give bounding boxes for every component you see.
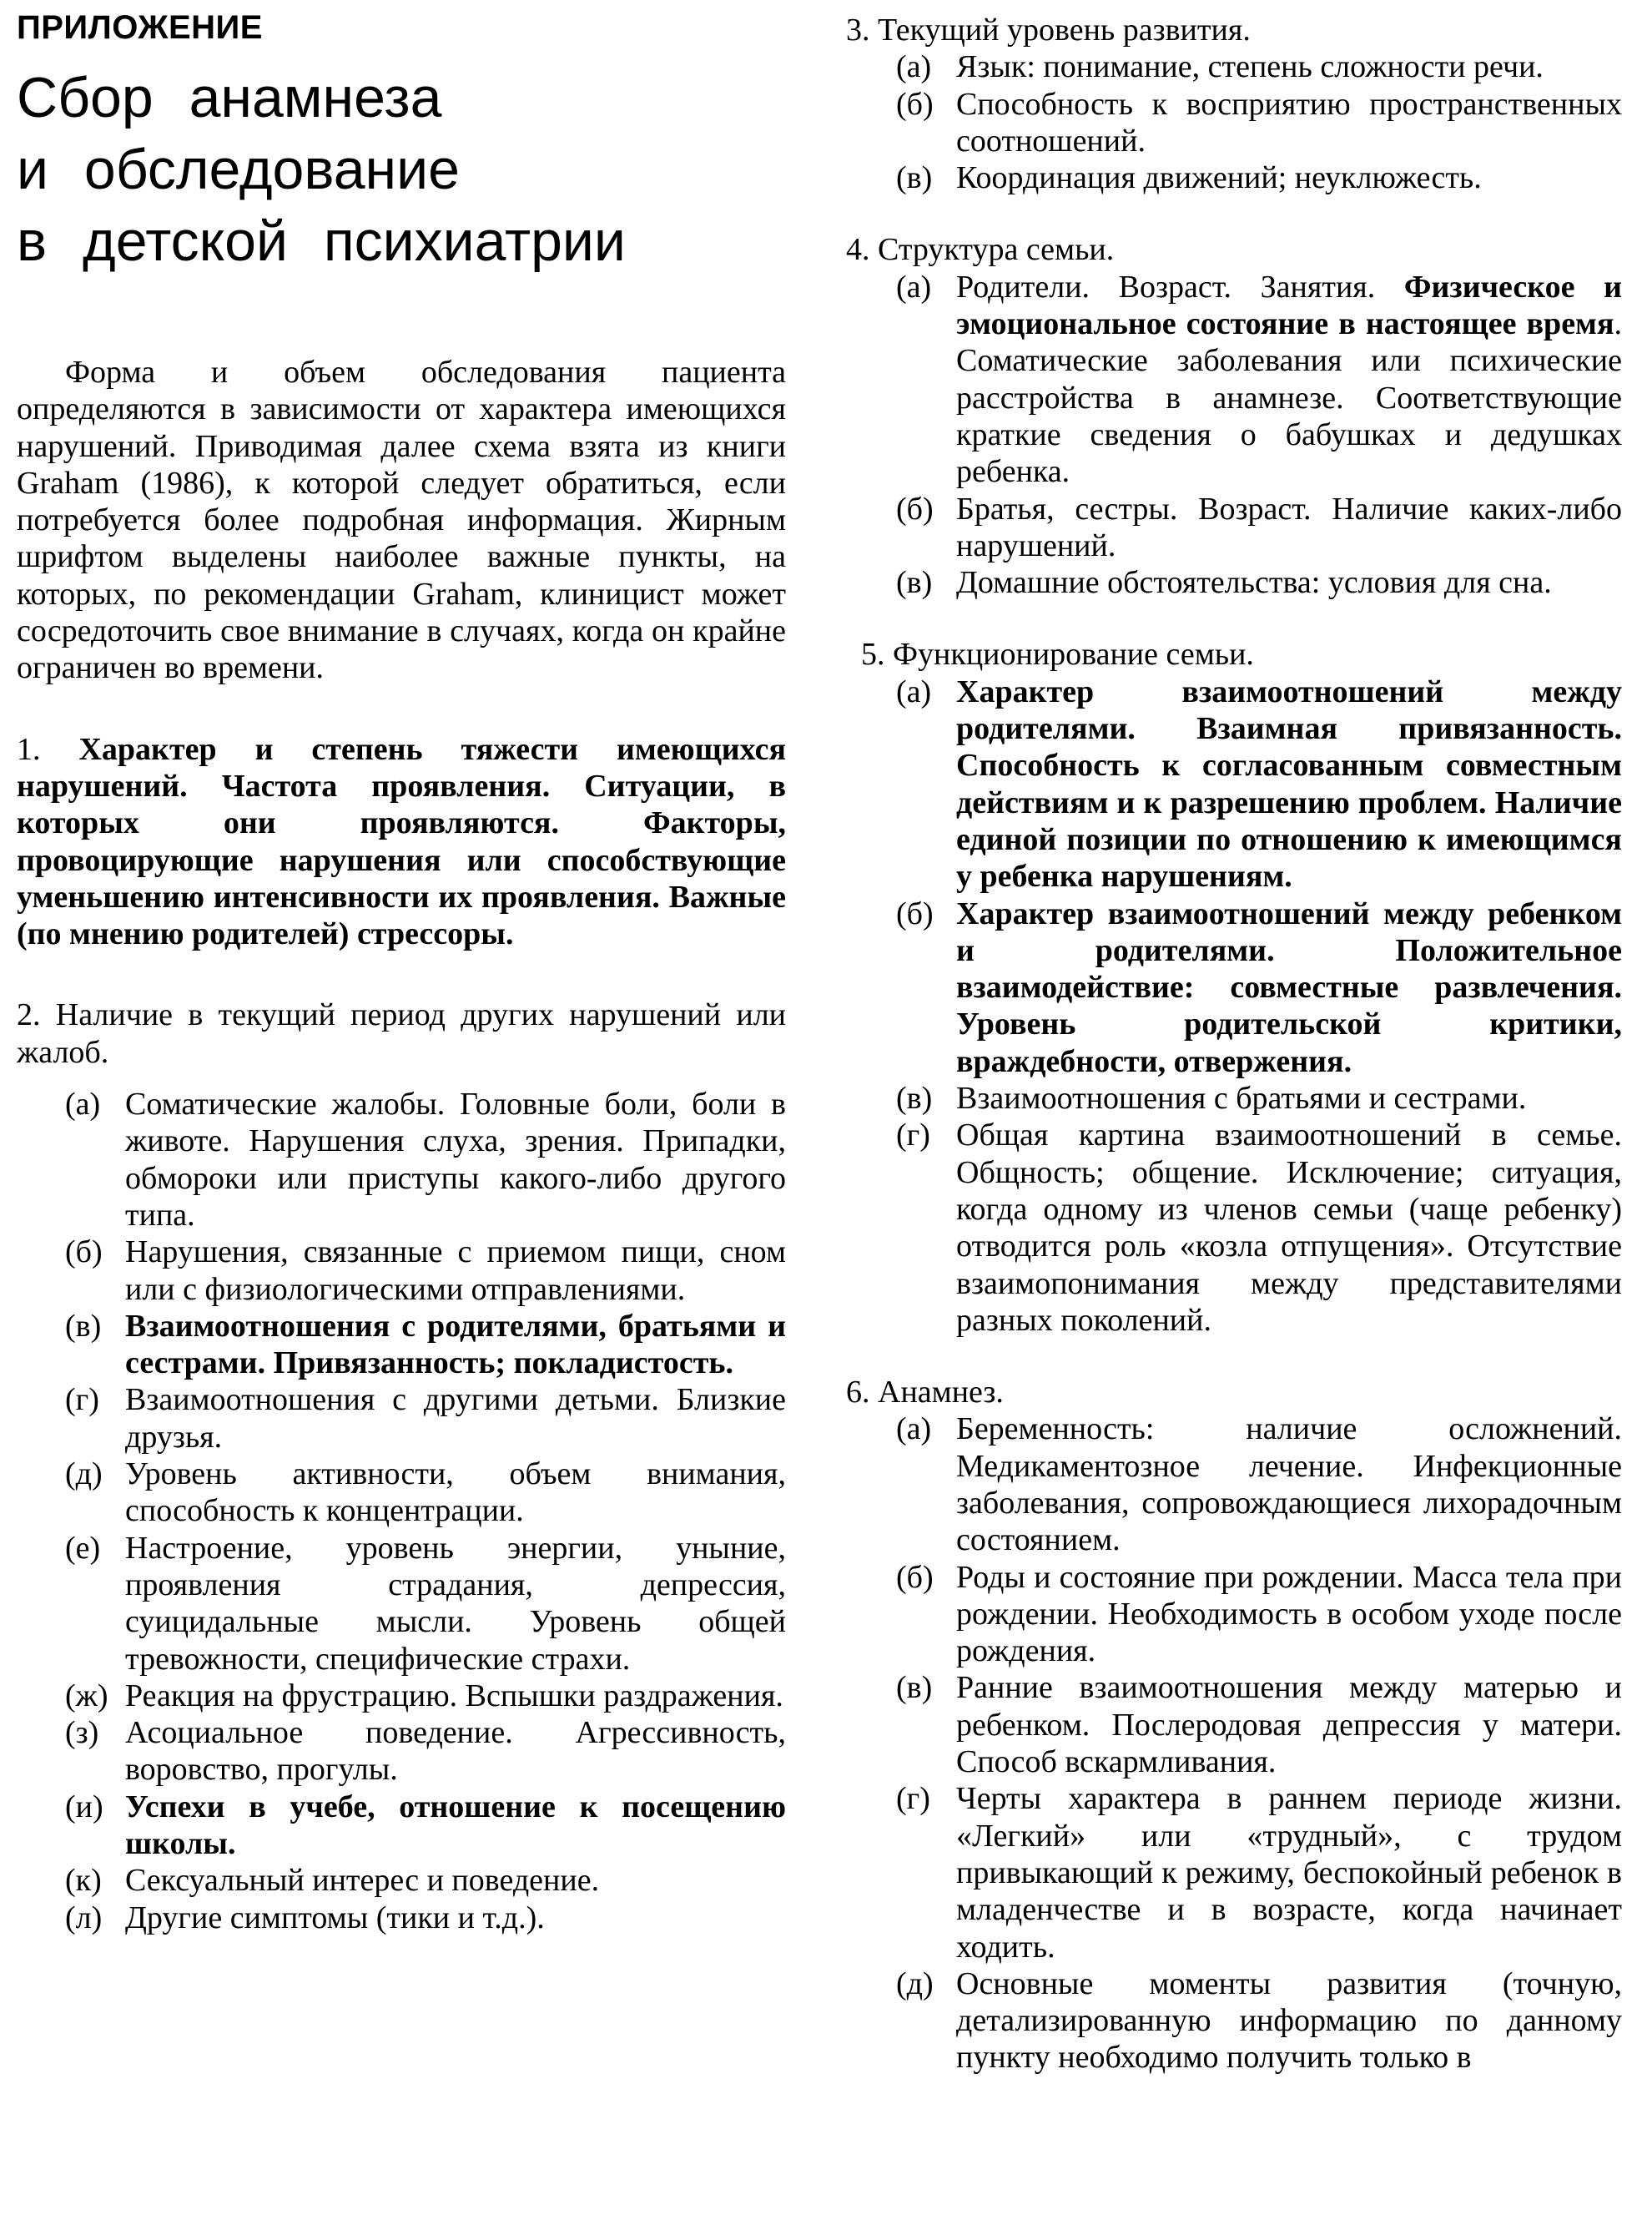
item-text: Соматические жалобы. Головные боли, боли в животе. Нарушения слуха, зрения. Припадки, обмороки или приступы какого-либо другого типа. xyxy=(125,1087,786,1233)
item-text-bold: Физическое и эмоциональное состояние в настоящее время xyxy=(956,269,1622,342)
section-6-heading: 6. Анамнез. xyxy=(846,1375,1004,1410)
section-4-heading: 4. Структура семьи. xyxy=(846,232,1115,268)
item-marker: (б) xyxy=(896,896,934,931)
list-item xyxy=(17,1678,786,1714)
item-marker: (в) xyxy=(896,1081,933,1117)
item-text: Характер взаимоотношений между ребенком и родителями. Положительное взаимодействие: совместные развлечения. Уровень родительской критики, враждебности, отвержения. xyxy=(956,896,1622,1079)
item-text: Роды и состояние при рождении. Масса тела при рождении. Необходимость в особом уходе после рождения. xyxy=(956,1559,1622,1669)
item-marker: (к) xyxy=(65,1863,102,1899)
list-item xyxy=(843,86,1622,160)
item-text: Асоциальное поведение. Агрессивность, воровство, прогулы. xyxy=(125,1715,786,1788)
title-line: Сбор анамнеза xyxy=(17,66,442,129)
section-1 xyxy=(17,731,786,953)
item-text: Уровень активности, объем внимания, способность к концентрации. xyxy=(125,1456,786,1529)
list-item xyxy=(17,1086,786,1234)
item-marker: (в) xyxy=(65,1308,102,1344)
item-marker: (а) xyxy=(896,269,932,305)
item-text: Родители. Возраст. Занятия. xyxy=(956,269,1404,305)
item-text: Сексуальный интерес и поведение. xyxy=(125,1863,600,1899)
list-item xyxy=(843,159,1622,196)
list-item xyxy=(17,1900,786,1936)
appendix-label: ПРИЛОЖЕНИЕ xyxy=(17,9,263,46)
item-text: Другие симптомы (тики и т.д.). xyxy=(125,1900,545,1935)
item-marker: (в) xyxy=(896,160,933,196)
title-line: и обследование xyxy=(17,138,460,201)
item-text: Взаимоотношения с родителями, братьями и сестрами. Привязанность; покладистость. xyxy=(125,1308,786,1381)
item-marker: (б) xyxy=(896,491,934,527)
item-marker: (л) xyxy=(65,1900,103,1935)
list-item xyxy=(17,1234,786,1308)
item-text: . Соматические заболевания или психические расстройства в анамнезе. Соответствующие краткие сведения о бабушках и дедушках ребенка. xyxy=(956,306,1622,490)
item-text: Братья, сестры. Возраст. Наличие каких-либо нарушений. xyxy=(956,491,1622,563)
list-item xyxy=(17,1456,786,1530)
item-text: Способность к восприятию пространственных соотношений. xyxy=(956,86,1622,159)
item-marker: (б) xyxy=(65,1234,103,1270)
section-4-list xyxy=(843,269,1622,602)
item-marker: (з) xyxy=(65,1715,99,1751)
item-marker: (е) xyxy=(65,1530,101,1566)
item-text: Координация движений; неуклюжесть. xyxy=(956,160,1482,196)
section-2-list xyxy=(17,1086,786,1936)
section-3-list xyxy=(843,48,1622,196)
item-marker: (г) xyxy=(65,1382,99,1418)
list-item xyxy=(17,1862,786,1899)
item-text: Беременность: наличие осложнений. Медикаментозное лечение. Инфекционные заболевания, сопровождающиеся лихорадочным состоянием. xyxy=(956,1411,1622,1558)
item-text: Язык: понимание, степень сложности речи. xyxy=(956,49,1544,85)
list-item xyxy=(17,1789,786,1863)
intro-paragraph: Форма и объем обследования пациента определяются в зависимости от характера имеющихся нарушений. Приводимая далее схема взята из книги Graham (1986), к которой следует обратиться, если потребуется более подробная информация. Жирным шрифтом выделены наиболее важные пункты, на которых, по рекомендации Graham, клиницист может сосредоточить свое внимание в случаях, когда он крайне ограничен во времени. xyxy=(17,355,786,686)
item-marker: (в) xyxy=(896,1670,933,1706)
list-item xyxy=(843,1117,1622,1339)
item-marker: (в) xyxy=(896,565,933,601)
right-column xyxy=(843,0,1622,2076)
section-2-heading: 2. Наличие в текущий период других нарушений или жалоб. xyxy=(17,997,786,1070)
section-5-heading: 5. Функционирование семьи. xyxy=(861,637,1254,673)
section-6-list xyxy=(843,1410,1622,2076)
section-1-number: 1. xyxy=(17,731,41,767)
list-item xyxy=(843,1559,1622,1670)
title-line: в детской психиатрии xyxy=(17,209,626,273)
left-column xyxy=(17,0,786,1936)
item-text: Нарушения, связанные с приемом пищи, сном или с физиологическими отправлениями. xyxy=(125,1234,786,1307)
section-1-text: Характер и степень тяжести имеющихся нарушений. Частота проявления. Ситуации, в которых они проявляются. Факторы, провоцирующие нарушения или способствующие уменьшению интенсивности их проявления. Важные (по мнению родителей) стрессоры. xyxy=(17,731,787,952)
item-text: Реакция на фрустрацию. Вспышки раздражения. xyxy=(125,1678,783,1713)
list-item xyxy=(17,1714,786,1789)
item-text: Взаимоотношения с другими детьми. Близкие друзья. xyxy=(125,1382,786,1455)
item-text: Черты характера в раннем периоде жизни. «Легкий» или «трудный», с трудом привыкающий к режиму, беспокойный ребенок в младенчестве и в возрасте, когда начинает ходить. xyxy=(956,1781,1622,1965)
list-item xyxy=(843,269,1622,491)
item-marker: (ж) xyxy=(65,1678,108,1713)
item-marker: (а) xyxy=(896,1411,932,1447)
section-5-list xyxy=(843,674,1622,1339)
item-text: Общая картина взаимоотношений в семье. Общность; общение. Исключение; ситуация, когда одному из членов семьи (чаще ребенку) отводится роль «козла отпущения». Отсутствие взаимопонимания между представителями разных поколений. xyxy=(956,1118,1622,1338)
item-text: Взаимоотношения с братьями и сестрами. xyxy=(956,1081,1527,1117)
list-item xyxy=(843,1965,1622,2076)
item-text: Успехи в учебе, отношение к посещению школы. xyxy=(125,1789,786,1861)
list-item xyxy=(843,1780,1622,1965)
item-text: Настроение, уровень энергии, уныние, проявления страдания, депрессия, суицидальные мысли. Уровень общей тревожности, специфические страхи. xyxy=(125,1530,786,1677)
list-item xyxy=(17,1381,786,1456)
list-item xyxy=(843,1080,1622,1117)
item-marker: (д) xyxy=(65,1456,103,1492)
section-3-heading: 3. Текущий уровень развития. xyxy=(846,13,1251,48)
list-item xyxy=(843,674,1622,896)
list-item xyxy=(17,1308,786,1382)
page-title xyxy=(17,62,786,277)
list-item xyxy=(843,896,1622,1080)
item-marker: (г) xyxy=(896,1118,930,1153)
list-item xyxy=(843,564,1622,601)
item-text: Ранние взаимоотношения между матерью и ребенком. Послеродовая депрессия у матери. Способ вскармливания. xyxy=(956,1670,1622,1780)
list-item xyxy=(843,1410,1622,1558)
list-item xyxy=(843,48,1622,85)
item-marker: (г) xyxy=(896,1781,930,1817)
list-item xyxy=(843,1669,1622,1780)
item-text: Характер взаимоотношений между родителями. Взаимная привязанность. Способность к согласованным совместным действиям и к разрешению проблем. Наличие единой позиции по отношению к имеющимся у ребенка нарушениям. xyxy=(956,674,1622,895)
item-marker: (а) xyxy=(65,1087,101,1123)
item-marker: (д) xyxy=(896,1965,934,2001)
item-marker: (б) xyxy=(896,1559,934,1595)
item-text: Домашние обстоятельства: условия для сна. xyxy=(956,565,1552,601)
item-marker: (а) xyxy=(896,49,932,85)
item-marker: (и) xyxy=(65,1789,103,1824)
item-marker: (б) xyxy=(896,86,934,122)
list-item xyxy=(17,1530,786,1678)
item-marker: (а) xyxy=(896,674,932,709)
item-text: Основные моменты развития (точную, детализированную информацию по данному пункту необходимо получить только в xyxy=(956,1965,1622,2076)
list-item xyxy=(843,491,1622,565)
